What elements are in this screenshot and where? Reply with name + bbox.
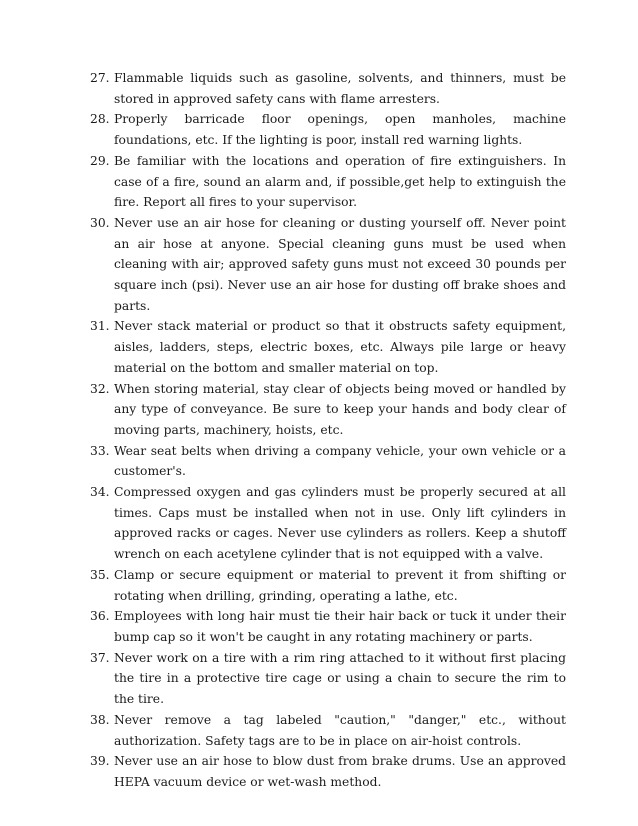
rule-number: 27. — [90, 71, 110, 85]
rule-text: Be familiar with the locations and operation of fire extinguishers. In case of a fire, sound an alarm and, if possible,get help to extinguish the fire. Report all fires to your supervisor. — [114, 153, 566, 210]
rule-text: Never work on a tire with a rim ring attached to it without first placing the tire in a protective tire cage or using a chain to secure the rim to the tire. — [114, 650, 566, 707]
rule-number: 31. — [90, 319, 110, 334]
rule-number: 30. — [90, 215, 110, 230]
list-item — [90, 751, 566, 792]
rule-number: 36. — [90, 609, 110, 624]
list-item — [90, 379, 566, 441]
rule-text: Compressed oxygen and gas cylinders must be properly secured at all times. Caps must be installed when not in use. Only lift cylinders in approved racks or cages. Never use cylinders as rollers. Keep a shutoff wrench on each acetylene cylinder that is not equipped with a valve. — [114, 485, 566, 562]
rule-number: 39. — [90, 754, 110, 769]
rule-text: When storing material, stay clear of objects being moved or handled by any type of conveyance. Be sure to keep your hands and body clear of moving parts, machinery, hoists, etc. — [114, 381, 566, 437]
rule-text: Never use an air hose to blow dust from brake drums. Use an approved HEPA vacuum device or wet-wash method. — [114, 754, 566, 789]
list-item — [90, 109, 566, 150]
list-item — [90, 606, 566, 647]
rule-number: 33. — [90, 443, 110, 458]
safety-rules-list — [90, 68, 566, 793]
rule-number: 28. — [90, 112, 110, 127]
list-item — [90, 441, 566, 482]
rule-text: Wear seat belts when driving a company vehicle, your own vehicle or a customer's. — [114, 443, 566, 479]
rule-text: Properly barricade floor openings, open manholes, machine foundations, etc. If the lighting is poor, install red warning lights. — [114, 112, 566, 148]
rule-number: 37. — [90, 650, 110, 665]
rule-number: 32. — [90, 381, 110, 396]
rule-text: Never use an air hose for cleaning or dusting yourself off. Never point an air hose at anyone. Special cleaning guns must be used when cleaning with air; approved safety guns must not exceed 30 pounds per square inch (psi). Never use an air hose for dusting off brake shoes and parts. — [114, 215, 566, 313]
list-item — [90, 316, 566, 378]
rule-text: Flammable liquids such as gasoline, solvents, and thinners, must be stored in approved safety cans with flame arresters. — [114, 71, 566, 106]
rule-text: Never remove a tag labeled "caution," "danger," etc., without authorization. Safety tags are to be in place on air-hoist controls. — [114, 712, 566, 748]
rule-number: 35. — [90, 567, 110, 582]
rule-number: 38. — [90, 712, 110, 727]
rule-text: Employees with long hair must tie their hair back or tuck it under their bump cap so it won't be caught in any rotating machinery or parts. — [114, 609, 566, 644]
rule-number: 29. — [90, 153, 110, 168]
list-item — [90, 68, 566, 109]
list-item — [90, 482, 566, 565]
list-item — [90, 565, 566, 606]
rule-text: Clamp or secure equipment or material to prevent it from shifting or rotating when drilling, grinding, operating a lathe, etc. — [114, 567, 566, 603]
list-item — [90, 710, 566, 751]
list-item — [90, 151, 566, 213]
rule-number: 34. — [90, 485, 110, 500]
rule-text: Never stack material or product so that it obstructs safety equipment, aisles, ladders, steps, electric boxes, etc. Always pile large or heavy material on the bottom and smaller material on top. — [114, 319, 566, 375]
list-item — [90, 648, 566, 710]
list-item — [90, 213, 566, 317]
